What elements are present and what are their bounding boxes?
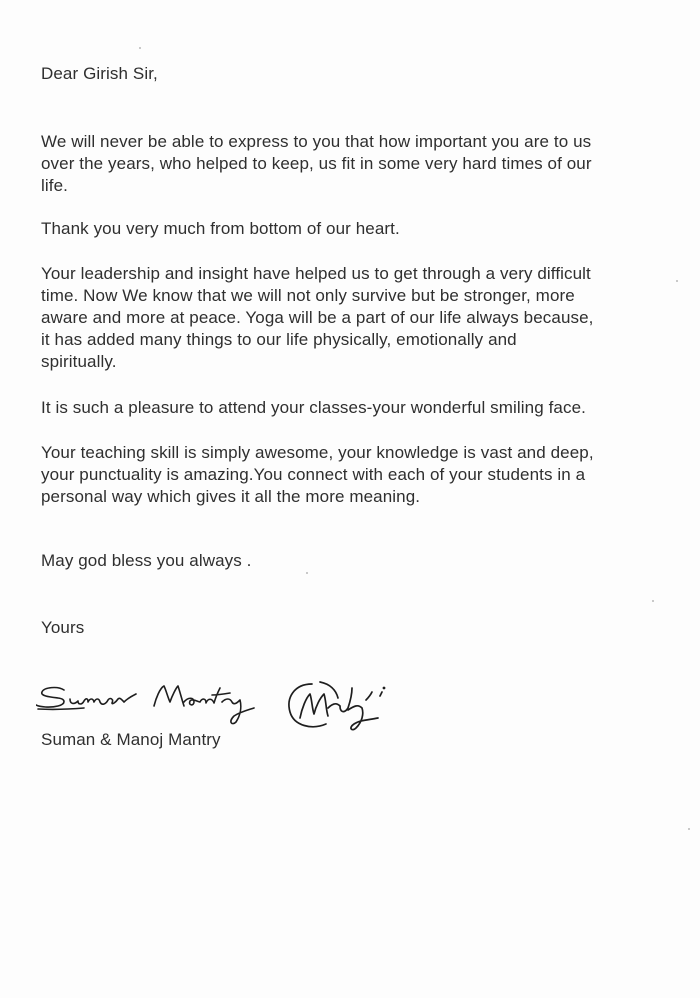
paragraph-line: Your teaching skill is simply awesome, your knowledge is vast and deep, <box>41 443 594 462</box>
paragraph-teaching <box>41 442 681 508</box>
paragraph-gratitude <box>41 131 681 197</box>
paragraph-thanks <box>41 218 681 240</box>
paragraph-line: your punctuality is amazing.You connect with each of your students in a <box>41 465 586 484</box>
paragraph-line: life. <box>41 176 68 195</box>
paragraph-line: Thank you very much from bottom of our heart. <box>41 219 400 238</box>
paragraph-line: spiritually. <box>41 352 117 371</box>
scan-speck <box>652 600 654 602</box>
paragraph-line: over the years, who helped to keep, us fit in some very hard times of our <box>41 154 592 173</box>
closing-line: Yours <box>41 618 85 637</box>
scan-speck <box>306 572 308 574</box>
signature-suman <box>36 682 261 726</box>
signatories-line: Suman & Manoj Mantry <box>41 730 221 749</box>
signature-dot <box>383 687 386 690</box>
scan-speck <box>139 47 141 49</box>
closing <box>41 617 681 639</box>
paragraph-line: Your leadership and insight have helped us to get through a very difficult <box>41 264 591 283</box>
paragraph-leadership <box>41 263 681 373</box>
salutation-line: Dear Girish Sir, <box>41 64 158 83</box>
blessing <box>41 550 681 572</box>
paragraph-line: aware and more at peace. Yoga will be a part of our life always because, <box>41 308 594 327</box>
paragraph-line: it has added many things to our life physically, emotionally and <box>41 330 517 349</box>
blessing-line: May god bless you always . <box>41 551 252 570</box>
paragraph-line: It is such a pleasure to attend your classes-your wonderful smiling face. <box>41 398 586 417</box>
signature-manoj <box>282 678 394 736</box>
paragraph-line: personal way which gives it all the more meaning. <box>41 487 421 506</box>
paragraph-line: time. Now We know that we will not only survive but be stronger, more <box>41 286 575 305</box>
signatories <box>41 729 681 751</box>
paragraph-line: We will never be able to express to you that how important you are to us <box>41 132 592 151</box>
paragraph-pleasure <box>41 397 681 419</box>
salutation <box>41 63 681 85</box>
scan-speck <box>688 828 690 830</box>
